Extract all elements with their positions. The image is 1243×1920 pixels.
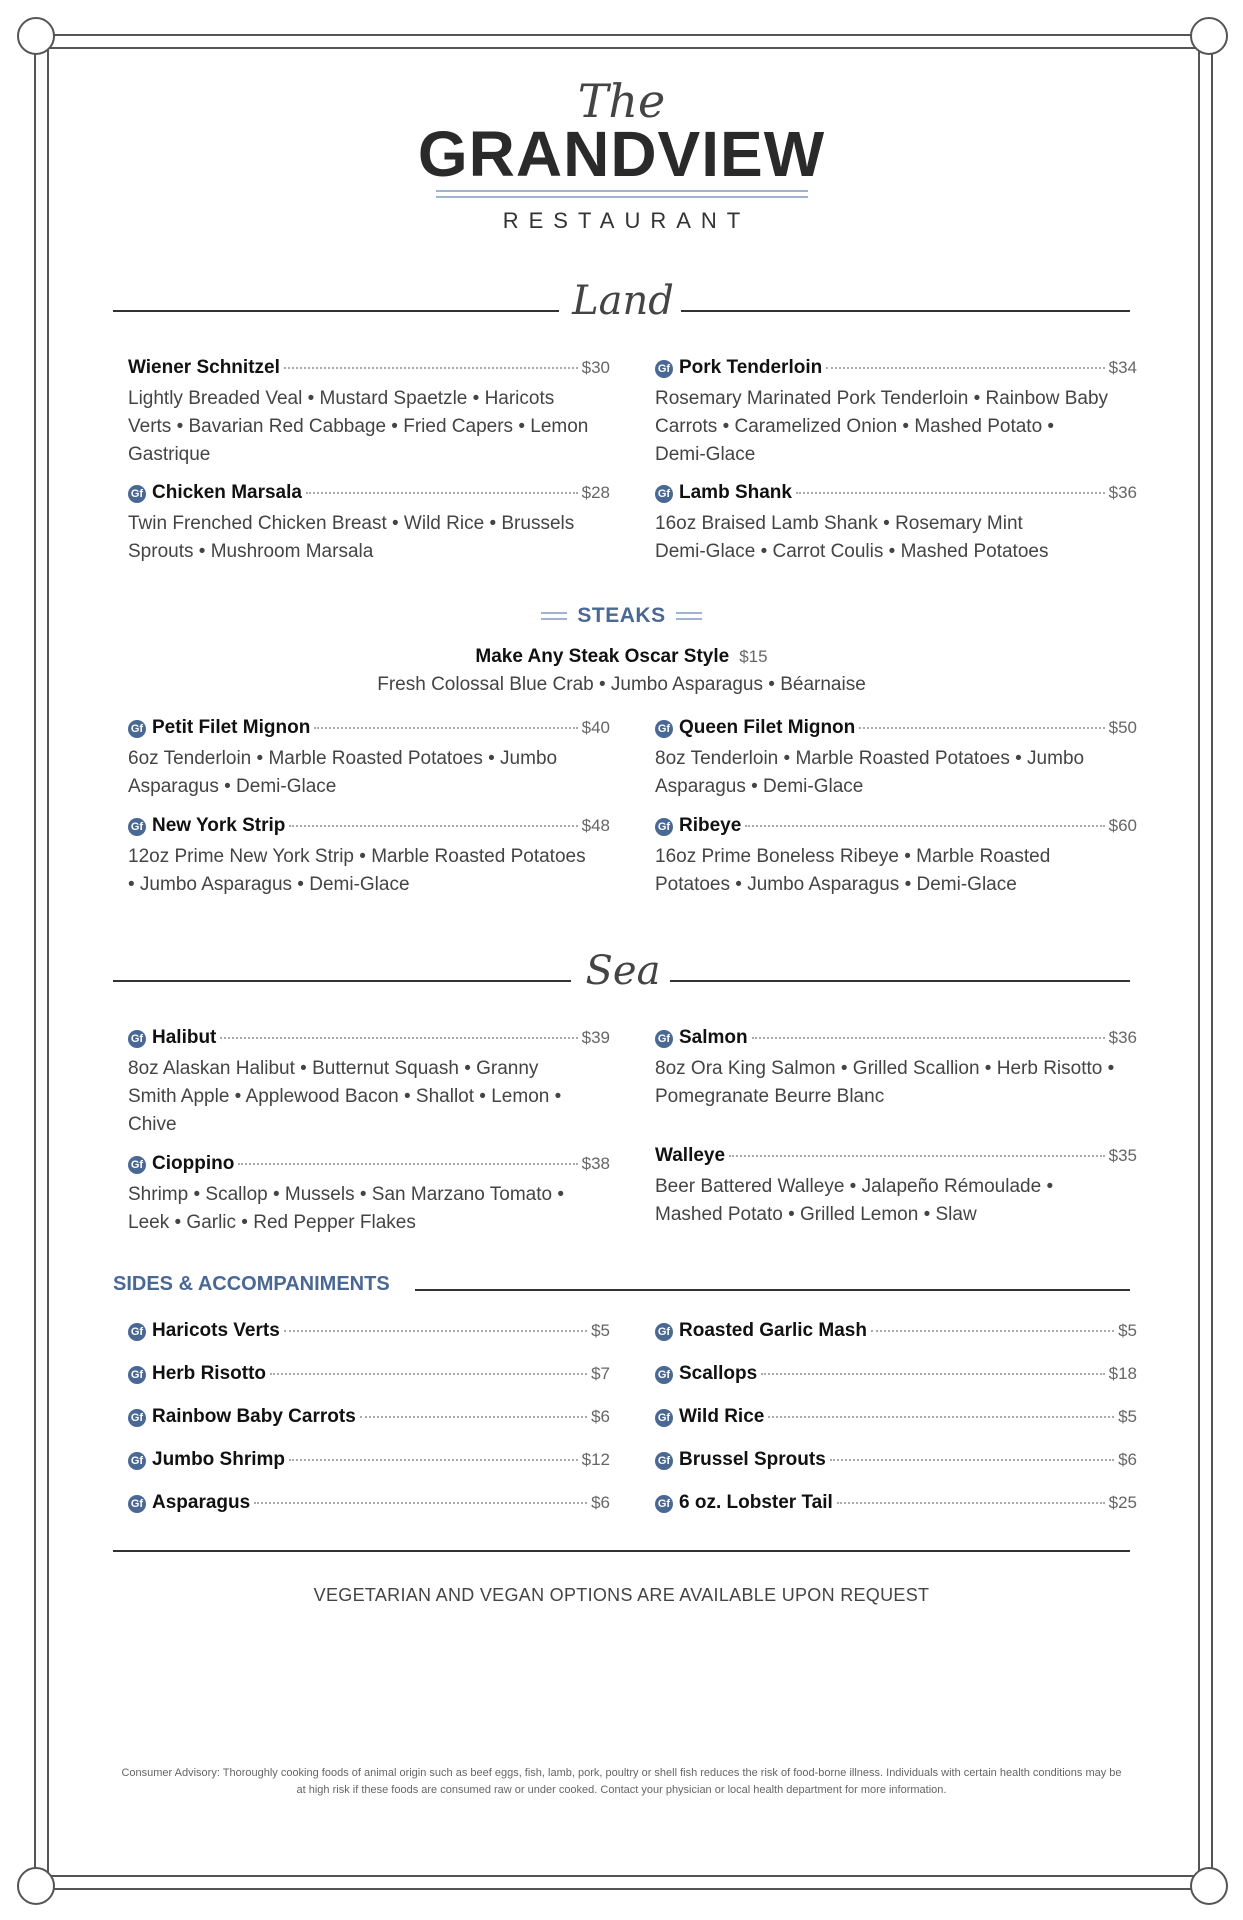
gluten-free-icon: Gf (655, 1495, 673, 1513)
menu-item (655, 815, 1137, 899)
item-price: $5 (1118, 1321, 1137, 1340)
logo-the: The (577, 74, 666, 128)
item-name: Pork Tenderloin (679, 357, 823, 378)
item-description (655, 843, 1137, 899)
steaks-heading (0, 604, 1243, 628)
oscar-style (0, 646, 1243, 668)
section-title-land: Land (572, 278, 674, 324)
item-header (655, 482, 1137, 508)
item-name: Petit Filet Mignon (152, 717, 311, 738)
side-item (128, 1449, 610, 1475)
item-name: Haricots Verts (152, 1320, 280, 1341)
item-header (128, 1449, 610, 1475)
gluten-free-icon: Gf (655, 1452, 673, 1470)
item-price: $40 (581, 718, 610, 737)
frame-corner (17, 1867, 55, 1905)
item-header (655, 717, 1137, 743)
item-name: Chicken Marsala (152, 482, 302, 503)
item-price: $5 (591, 1321, 610, 1340)
logo-name: GRANDVIEW (417, 118, 826, 190)
dot-leader (871, 1330, 1114, 1332)
item-name: Wild Rice (679, 1406, 765, 1427)
gluten-free-icon: Gf (128, 818, 146, 836)
item-price: $35 (1108, 1146, 1137, 1165)
item-description (128, 745, 610, 801)
section-rule (113, 310, 559, 312)
side-item (128, 1363, 610, 1389)
item-name: Jumbo Shrimp (152, 1449, 286, 1470)
item-description (128, 510, 610, 566)
item-name: Lamb Shank (679, 482, 792, 503)
item-price: $50 (1108, 718, 1137, 737)
item-price: $25 (1108, 1493, 1137, 1512)
description-line: 8oz Alaskan Halibut • Butternut Squash • Granny (128, 1058, 539, 1079)
item-header (655, 1320, 1137, 1346)
gluten-free-icon: Gf (655, 1323, 673, 1341)
item-header (128, 1363, 610, 1389)
item-price: $18 (1108, 1364, 1137, 1383)
dot-leader (729, 1155, 1105, 1157)
logo-rule (436, 190, 808, 198)
item-header (128, 717, 610, 743)
gluten-free-icon: Gf (128, 1030, 146, 1048)
description-line: 8oz Ora King Salmon • Grilled Scallion • Herb Risotto • (655, 1058, 1115, 1079)
restaurant-logo (0, 74, 1243, 234)
dot-leader (220, 1037, 577, 1039)
item-price: $6 (1118, 1450, 1137, 1469)
item-name: Rainbow Baby Carrots (152, 1406, 356, 1427)
menu-item (128, 482, 610, 566)
bottom-rule (113, 1550, 1130, 1552)
item-header (128, 815, 610, 841)
oscar-name: Make Any Steak Oscar Style (475, 646, 730, 667)
gluten-free-icon: Gf (128, 1495, 146, 1513)
gluten-free-icon: Gf (128, 720, 146, 738)
menu-item (655, 357, 1137, 469)
gluten-free-icon: Gf (128, 1452, 146, 1470)
dot-leader (289, 825, 577, 827)
dot-leader (254, 1502, 587, 1504)
item-description (128, 843, 610, 899)
dot-leader (284, 1330, 587, 1332)
title-bars (541, 612, 567, 620)
dot-leader (796, 492, 1105, 494)
description-line: Smith Apple • Applewood Bacon • Shallot • Lemon • (128, 1086, 562, 1107)
menu-item (128, 717, 610, 801)
frame-corner (17, 17, 55, 55)
menu-item (128, 1153, 610, 1237)
item-name: Roasted Garlic Mash (679, 1320, 867, 1341)
item-description (655, 745, 1137, 801)
item-header (655, 357, 1137, 383)
dot-leader (284, 367, 578, 369)
side-item (128, 1320, 610, 1346)
menu-item (655, 482, 1137, 566)
frame-corner (1190, 1867, 1228, 1905)
side-item (655, 1320, 1137, 1346)
item-header (655, 1406, 1137, 1432)
side-item (128, 1492, 610, 1518)
gluten-free-icon: Gf (655, 1409, 673, 1427)
consumer-advisory: Consumer Advisory: Thoroughly cooking foods of animal origin such as beef eggs, fish, lamb, pork, poultry or shell fish reduces the risk of food-borne illness. Individuals with certain health conditions may be at high risk if these foods are consumed raw or under cooked. Contact your physician or local health department for more information. (121, 1767, 1122, 1796)
side-item (655, 1492, 1137, 1518)
dot-leader (826, 367, 1104, 369)
steaks-title: STEAKS (577, 604, 666, 627)
dot-leader (238, 1163, 577, 1165)
item-header (128, 1492, 610, 1518)
dot-leader (270, 1373, 587, 1375)
dot-leader (289, 1459, 578, 1461)
item-name: Walleye (655, 1145, 726, 1166)
gluten-free-icon: Gf (128, 1409, 146, 1427)
item-name: Scallops (679, 1363, 758, 1384)
dot-leader (360, 1416, 587, 1418)
item-name: Salmon (679, 1027, 748, 1048)
item-price: $48 (581, 816, 610, 835)
description-line: Asparagus • Demi-Glace (128, 776, 337, 797)
description-line: Carrots • Caramelized Onion • Mashed Potato • (655, 416, 1055, 437)
item-header (128, 1027, 610, 1053)
vegetarian-note: VEGETARIAN AND VEGAN OPTIONS ARE AVAILABLE UPON REQUEST (313, 1585, 930, 1605)
item-price: $30 (581, 358, 610, 377)
gluten-free-icon: Gf (128, 1156, 146, 1174)
description-line: Shrimp • Scallop • Mussels • San Marzano Tomato • (128, 1184, 564, 1205)
item-name: Wiener Schnitzel (128, 357, 280, 378)
item-price: $5 (1118, 1407, 1137, 1426)
gluten-free-icon: Gf (655, 720, 673, 738)
item-price: $6 (591, 1407, 610, 1426)
item-header (128, 482, 610, 508)
logo-subtitle: RESTAURANT (502, 208, 751, 233)
description-line: Rosemary Marinated Pork Tenderloin • Rainbow Baby (655, 388, 1109, 409)
item-header (655, 1449, 1137, 1475)
gluten-free-icon: Gf (655, 1366, 673, 1384)
item-description (128, 385, 610, 469)
item-price: $38 (581, 1154, 610, 1173)
menu-item (655, 1145, 1137, 1229)
gluten-free-icon: Gf (655, 360, 673, 378)
item-header (655, 1145, 1137, 1171)
item-name: Halibut (152, 1027, 217, 1048)
section-rule (113, 980, 571, 982)
description-line: Pomegranate Beurre Blanc (655, 1086, 885, 1107)
section-rule (670, 980, 1130, 982)
menu-item (128, 357, 610, 469)
gluten-free-icon: Gf (655, 1030, 673, 1048)
side-item (655, 1406, 1137, 1432)
description-line: Mashed Potato • Grilled Lemon • Slaw (655, 1204, 977, 1225)
item-price: $34 (1108, 358, 1137, 377)
description-line: Lightly Breaded Veal • Mustard Spaetzle • Haricots (128, 388, 555, 409)
oscar-price: $15 (739, 647, 768, 666)
item-header (128, 1406, 610, 1432)
dot-leader (859, 727, 1104, 729)
item-header (128, 1320, 610, 1346)
item-name: Asparagus (152, 1492, 251, 1513)
item-description (655, 385, 1137, 469)
description-line: Demi-Glace (655, 444, 756, 465)
menu-item (128, 815, 610, 899)
gluten-free-icon: Gf (128, 485, 146, 503)
description-line: 12oz Prime New York Strip • Marble Roasted Potatoes (128, 846, 586, 867)
dot-leader (830, 1459, 1114, 1461)
item-description (655, 510, 1137, 566)
item-description (655, 1173, 1137, 1229)
description-line: • Jumbo Asparagus • Demi-Glace (128, 874, 410, 895)
item-name: New York Strip (152, 815, 286, 836)
section-title-sea: Sea (585, 948, 661, 994)
dot-leader (761, 1373, 1104, 1375)
item-description (128, 1055, 610, 1139)
menu-item (128, 1027, 610, 1139)
description-line: Twin Frenched Chicken Breast • Wild Rice • Brussels (128, 513, 575, 534)
description-line: Asparagus • Demi-Glace (655, 776, 864, 797)
frame-corner (1190, 17, 1228, 55)
item-price: $7 (591, 1364, 610, 1383)
section-rule (681, 310, 1130, 312)
description-line: 6oz Tenderloin • Marble Roasted Potatoes • Jumbo (128, 748, 558, 769)
item-price: $36 (1108, 1028, 1137, 1047)
gluten-free-icon: Gf (655, 818, 673, 836)
section-rule (415, 1289, 1130, 1291)
description-line: Potatoes • Jumbo Asparagus • Demi-Glace (655, 874, 1017, 895)
item-header (128, 357, 610, 383)
dot-leader (314, 727, 577, 729)
item-name: 6 oz. Lobster Tail (679, 1492, 833, 1513)
description-line: Sprouts • Mushroom Marsala (128, 541, 374, 562)
menu-item (655, 1027, 1137, 1111)
gluten-free-icon: Gf (128, 1366, 146, 1384)
item-name: Cioppino (152, 1153, 235, 1174)
description-line: Beer Battered Walleye • Jalapeño Rémoulade • (655, 1176, 1054, 1197)
item-price: $39 (581, 1028, 610, 1047)
description-line: Demi-Glace • Carrot Coulis • Mashed Potatoes (655, 541, 1049, 562)
item-price: $6 (591, 1493, 610, 1512)
item-header (655, 815, 1137, 841)
description-line: Chive (128, 1114, 177, 1135)
title-bars (676, 612, 702, 620)
description-line: 16oz Braised Lamb Shank • Rosemary Mint (655, 513, 1023, 534)
item-header (655, 1363, 1137, 1389)
side-item (655, 1449, 1137, 1475)
gluten-free-icon: Gf (655, 485, 673, 503)
item-name: Queen Filet Mignon (679, 717, 856, 738)
item-name: Ribeye (679, 815, 742, 836)
description-line: Verts • Bavarian Red Cabbage • Fried Capers • Lemon (128, 416, 589, 437)
description-line: 8oz Tenderloin • Marble Roasted Potatoes • Jumbo (655, 748, 1085, 769)
side-item (128, 1406, 610, 1432)
side-item (655, 1363, 1137, 1389)
gluten-free-icon: Gf (128, 1323, 146, 1341)
item-price: $12 (581, 1450, 610, 1469)
description-line: Leek • Garlic • Red Pepper Flakes (128, 1212, 416, 1233)
item-header (655, 1027, 1137, 1053)
dot-leader (752, 1037, 1105, 1039)
item-name: Herb Risotto (152, 1363, 266, 1384)
description-line: 16oz Prime Boneless Ribeye • Marble Roasted (655, 846, 1051, 867)
item-name: Brussel Sprouts (679, 1449, 826, 1470)
item-price: $36 (1108, 483, 1137, 502)
item-price: $28 (581, 483, 610, 502)
menu-item (655, 717, 1137, 801)
sides-title: SIDES & ACCOMPANIMENTS (113, 1273, 390, 1295)
item-description (655, 1055, 1137, 1111)
dot-leader (837, 1502, 1105, 1504)
item-header (655, 1492, 1137, 1518)
item-header (128, 1153, 610, 1179)
oscar-description: Fresh Colossal Blue Crab • Jumbo Asparagus • Béarnaise (377, 674, 866, 695)
description-line: Gastrique (128, 444, 211, 465)
item-price: $60 (1108, 816, 1137, 835)
item-description (128, 1181, 610, 1237)
dot-leader (768, 1416, 1114, 1418)
dot-leader (306, 492, 578, 494)
dot-leader (745, 825, 1104, 827)
